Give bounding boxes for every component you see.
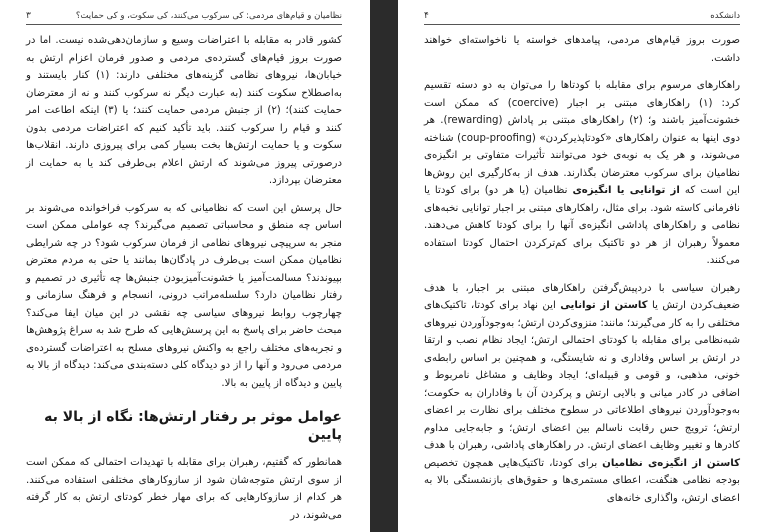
paragraph: صورت بروز قیام‌های مردمی، پیامدهای خواسته یا ناخواسته‌ای خواهند داشت. — [424, 35, 740, 64]
paragraph — [424, 77, 740, 270]
header-rule — [424, 24, 740, 25]
bold-phrase: کاستن از انگیزه‌ی نظامیان — [602, 457, 740, 469]
paragraph-text: نظامیان (یا هر دو) برای کودتا یا نافرمانی کاسته شود. برای مثال، راهکارهای مبتنی بر اجبار توانایی نخبه‌های نظامی و راهکارهای پاداشی انگیزه‌ی آنها را برای کودتا کاهش می‌دهند. معمولاً رهبران از هر دو تاکتیک برای کم‌ترکردن احتمال کودتا استفاده می‌کنند. — [424, 185, 740, 266]
paragraph: حال پرسش این است که نظامیانی که به سرکوب فراخوانده می‌شوند بر اساس چه منطق و محاسباتی تصمیم می‌گیرند؟ چه عواملی ممکن است منجر به سرپیچی نیروهای نظامی از فرمان سرکوب شود؟ در چه شرایطی نظامیان ممکن است بی‌طرف در پادگان‌ها بمانند یا حتی به مردم معترض بپیوندند؟ مسالمت‌آمیز یا خشونت‌آمیزبودن جنبش‌ها چه تأثیری در تصمیم و رفتار نظامیان دارد؟ سلسله‌مراتب درونی، انسجام و فرهنگ سازمانی و چهارچوب روابط نیروهای سیاسی چه نقشی در این میان ایفا می‌کند؟ مبحث حاضر برای پاسخ به این پرسش‌هایی که طرح شد به سراغ پژوهش‌ها و تجربه‌های مختلف راجع به واکنش نیروهای مسلح به اعتراضات گسترده‌ی مردمی می‌رود و آنها را از دو دیدگاه کلی دسته‌بندی می‌کند: دیدگاه از بالا به پایین و دیدگاه از پایین به بالا. — [26, 202, 342, 389]
page-number: ۴ — [424, 11, 429, 21]
bold-phrase: کاستن از توانایی — [560, 300, 648, 311]
page-number: ۳ — [26, 11, 31, 21]
paragraph-text: رهبران سیاسی با دردپیش‌گرفتن راهکارهای مبتنی بر اجبار، با هدف ضعیف‌کردن ارتش یا — [424, 282, 740, 311]
paragraph: همانطور که گفتیم، رهبران برای مقابله با تهدیدات احتمالی که ممکن است از سوی ارتش متوجه‌شان شود از سازوکارهای مختلفی استفاده می‌کنند. هر کدام از سازوکارهایی که برای مهار خطر کودتای ارتش به کار گرفته می‌شوند، در — [26, 457, 342, 521]
paragraph: کشور قادر به مقابله با اعتراضات وسیع و سازمان‌دهی‌شده نیست. اما در صورت بروز قیام‌های گسترده‌ی مردمی و صدور فرمان اعزام ارتش به خیابان‌ها، نیروهای نظامی گزینه‌های مختلفی دارند: (۱) کنار بایستند و به‌اصطلاح سکوت کنند (به عبارت دیگر نه سرکوب کنند و نه از معترضان حمایت کنند)؛ (۲) از جنبش مردمی حمایت کنند؛ یا (۳) اینکه اطاعت امر کنند و قیام را سرکوب کنند. باید تأکید کنیم که اعتراضات مردمی بدون سکوت و یا حمایت ارتش‌ها بخت بسیار کمی برای پیروزی دارند. انقلاب‌ها درصورتی پیروز می‌شوند که ارتش اعلام بی‌طرفی کند یا به حمایت از معترضان بپردازد. — [26, 35, 342, 186]
paragraph-text: راهکارهای مرسوم برای مقابله با کودتاها را می‌توان به دو دسته تقسیم کرد: (۱) راهکارهای مبتنی بر اجبار (coercive) که ممکن است خشونت‌آمیز باشند و؛ (۲) راهکارهای مبتنی بر پاداش (rewarding). هر دوی اینها به عنوان راهکارهای «کودتاپذیرکردن» (coup-proofing) شناخته می‌شوند، و هر یک به نوبه‌ی خود می‌توانند تأثیرات متفاوتی بر انگیزه‌ی نظامیان برای سرکوب معترضان بگذارند. هدف از به‌کارگیری این روش‌ها این است که — [424, 80, 741, 196]
right-page — [398, 0, 768, 532]
running-header — [424, 8, 740, 24]
running-header-title: دانشکده — [710, 11, 740, 21]
header-rule — [26, 24, 342, 25]
left-page — [0, 0, 370, 532]
bold-phrase: از توانایی یا انگیزه‌ی — [572, 185, 680, 196]
paragraph-text: برای کودتا، تاکتیک‌هایی همچون تخصیص بودجه نظامی هنگفت، اعطای مستمری‌ها و حقوق‌های بازنشستگی بالا به اعضای ارتش، واگذاری خانه‌های — [424, 457, 740, 504]
paragraph-text: این نهاد برای کودتا، تاکتیک‌های مختلفی را به کار می‌گیرند؛ مانند: منزوی‌کردن ارتش؛ به‌وجودآوردن نیروهای شبه‌نظامی برای مقابله با کودتای احتمالی ارتش؛ ایجاد نظام نصب و ارتقا در ارتش بر اساس وفاداری و نه شایستگی، و همچنین بر اساس رابطه‌ی خونی، مذهبی، و قومی و قبیله‌ای؛ ایجاد وظایف و مشاغل نامربوط و اضافی در کادر میانی و بالایی ارتش و پرکردن آن با وفاداران به حکومت؛ به‌وجودآوردن نیروهای اطلاعاتی در سطوح مختلف برای نظارت بر اعضای ارتش؛ ترویج حس رقابت ناسالم بین اعضای ارتش؛ و جابه‌جایی مداوم کادرها و تغییر وظایف اعضای ارتش. در راهکارهای پاداشی، رهبران با هدف — [424, 300, 740, 451]
page-body — [424, 32, 740, 517]
running-header-title: نظامیان و قیام‌های مردمی: کی سرکوب می‌کنند، کی سکوت، و کی حمایت؟ — [75, 11, 342, 21]
page-body — [26, 32, 342, 532]
running-header — [26, 8, 342, 24]
section-heading: عوامل موثر بر رفتار ارتش‌ها: نگاه از بالا به پایین — [44, 409, 342, 443]
paragraph — [424, 280, 740, 508]
